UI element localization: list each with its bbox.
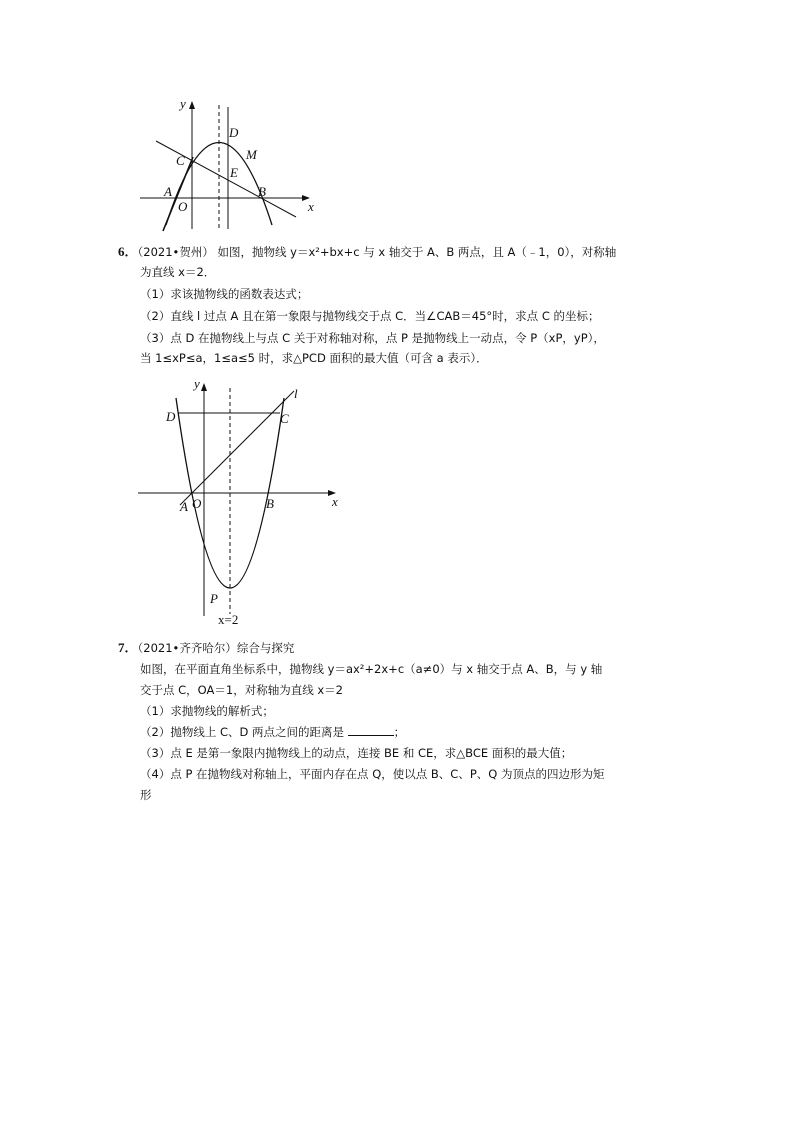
fig2-label-l: l	[294, 386, 298, 401]
q6-part-3b: 当 1≤xP≤a，1≤a≤5 时，求△PCD 面积的最大值（可含 a 表示）．	[140, 351, 488, 365]
q7-part-2-end: ；	[393, 725, 406, 739]
q6-number: 6．	[118, 244, 138, 259]
figure-2-svg	[130, 378, 360, 628]
fig2-label-x: x	[332, 494, 338, 509]
fig2-label-A: A	[180, 499, 188, 514]
q7-part-4b: 形	[140, 788, 152, 802]
q7-stem-2: 交于点 C，OA＝1，对称轴为直线 x＝2	[140, 683, 343, 697]
fig2-label-C: C	[280, 411, 289, 426]
fig1-label-D: D	[229, 125, 239, 140]
q7-source: （2021•齐齐哈尔）综合与探究	[137, 641, 295, 655]
q6-part-3a: （3）点 D 在抛物线上与点 C 关于对称轴对称，点 P 是抛物线上一动点，令 P（xP，yP），	[140, 331, 605, 345]
q6-source: （2021•贺州）	[137, 245, 214, 259]
q7-part-3: （3）点 E 是第一象限内抛物线上的动点，连接 BE 和 CE，求△BCE 面积的最大值；	[140, 746, 573, 760]
q6-stem-1: 如图，抛物线 y＝x²+bx+c 与 x 轴交于 A、B 两点，且 A（﹣1，0），对称轴	[217, 245, 617, 259]
fig1-label-O: O	[178, 199, 188, 214]
fig1-label-E: E	[230, 165, 238, 180]
fig1-label-y: y	[180, 96, 186, 111]
fig2-label-O: O	[192, 496, 202, 511]
fig1-label-x: x	[308, 199, 314, 214]
q6-part-2: （2）直线 l 过点 A 且在第一象限与抛物线交于点 C．当∠CAB＝45°时，求点 C 的坐标；	[140, 309, 600, 323]
q7-line-1	[118, 640, 294, 656]
fig1-label-M: M	[246, 147, 257, 162]
q7-part-2-text: （2）抛物线上 C、D 两点之间的距离是	[140, 725, 345, 739]
fig2-label-y: y	[194, 378, 200, 391]
figure-1	[130, 95, 330, 235]
q6-line-1	[118, 244, 616, 260]
q6-line-2: 为直线 x＝2．	[140, 265, 216, 279]
fig1-label-A: A	[164, 184, 172, 199]
fig2-label-axis: x=2	[218, 612, 239, 627]
q7-part-2	[140, 724, 405, 740]
q7-stem-1: 如图，在平面直角坐标系中，抛物线 y＝ax²+2x+c（a≠0）与 x 轴交于点 A、B，与 y 轴	[140, 662, 603, 676]
fig2-label-D: D	[166, 409, 176, 424]
fig2-label-P: P	[210, 591, 218, 606]
q7-number: 7．	[118, 640, 138, 655]
q7-part-1: （1）求抛物线的解析式；	[140, 704, 274, 718]
fig2-label-B: B	[266, 496, 274, 511]
figure-1-svg	[130, 95, 330, 235]
q7-answer-blank	[348, 725, 394, 736]
fig1-label-B: B	[258, 184, 266, 199]
fig1-label-C: C	[176, 153, 185, 168]
figure-2	[130, 378, 360, 628]
q7-part-4a: （4）点 P 在抛物线对称轴上，平面内存在点 Q，使以点 B、C、P、Q 为顶点的四边形为矩	[140, 767, 605, 781]
q6-part-1: （1）求该抛物线的函数表达式；	[140, 287, 309, 301]
